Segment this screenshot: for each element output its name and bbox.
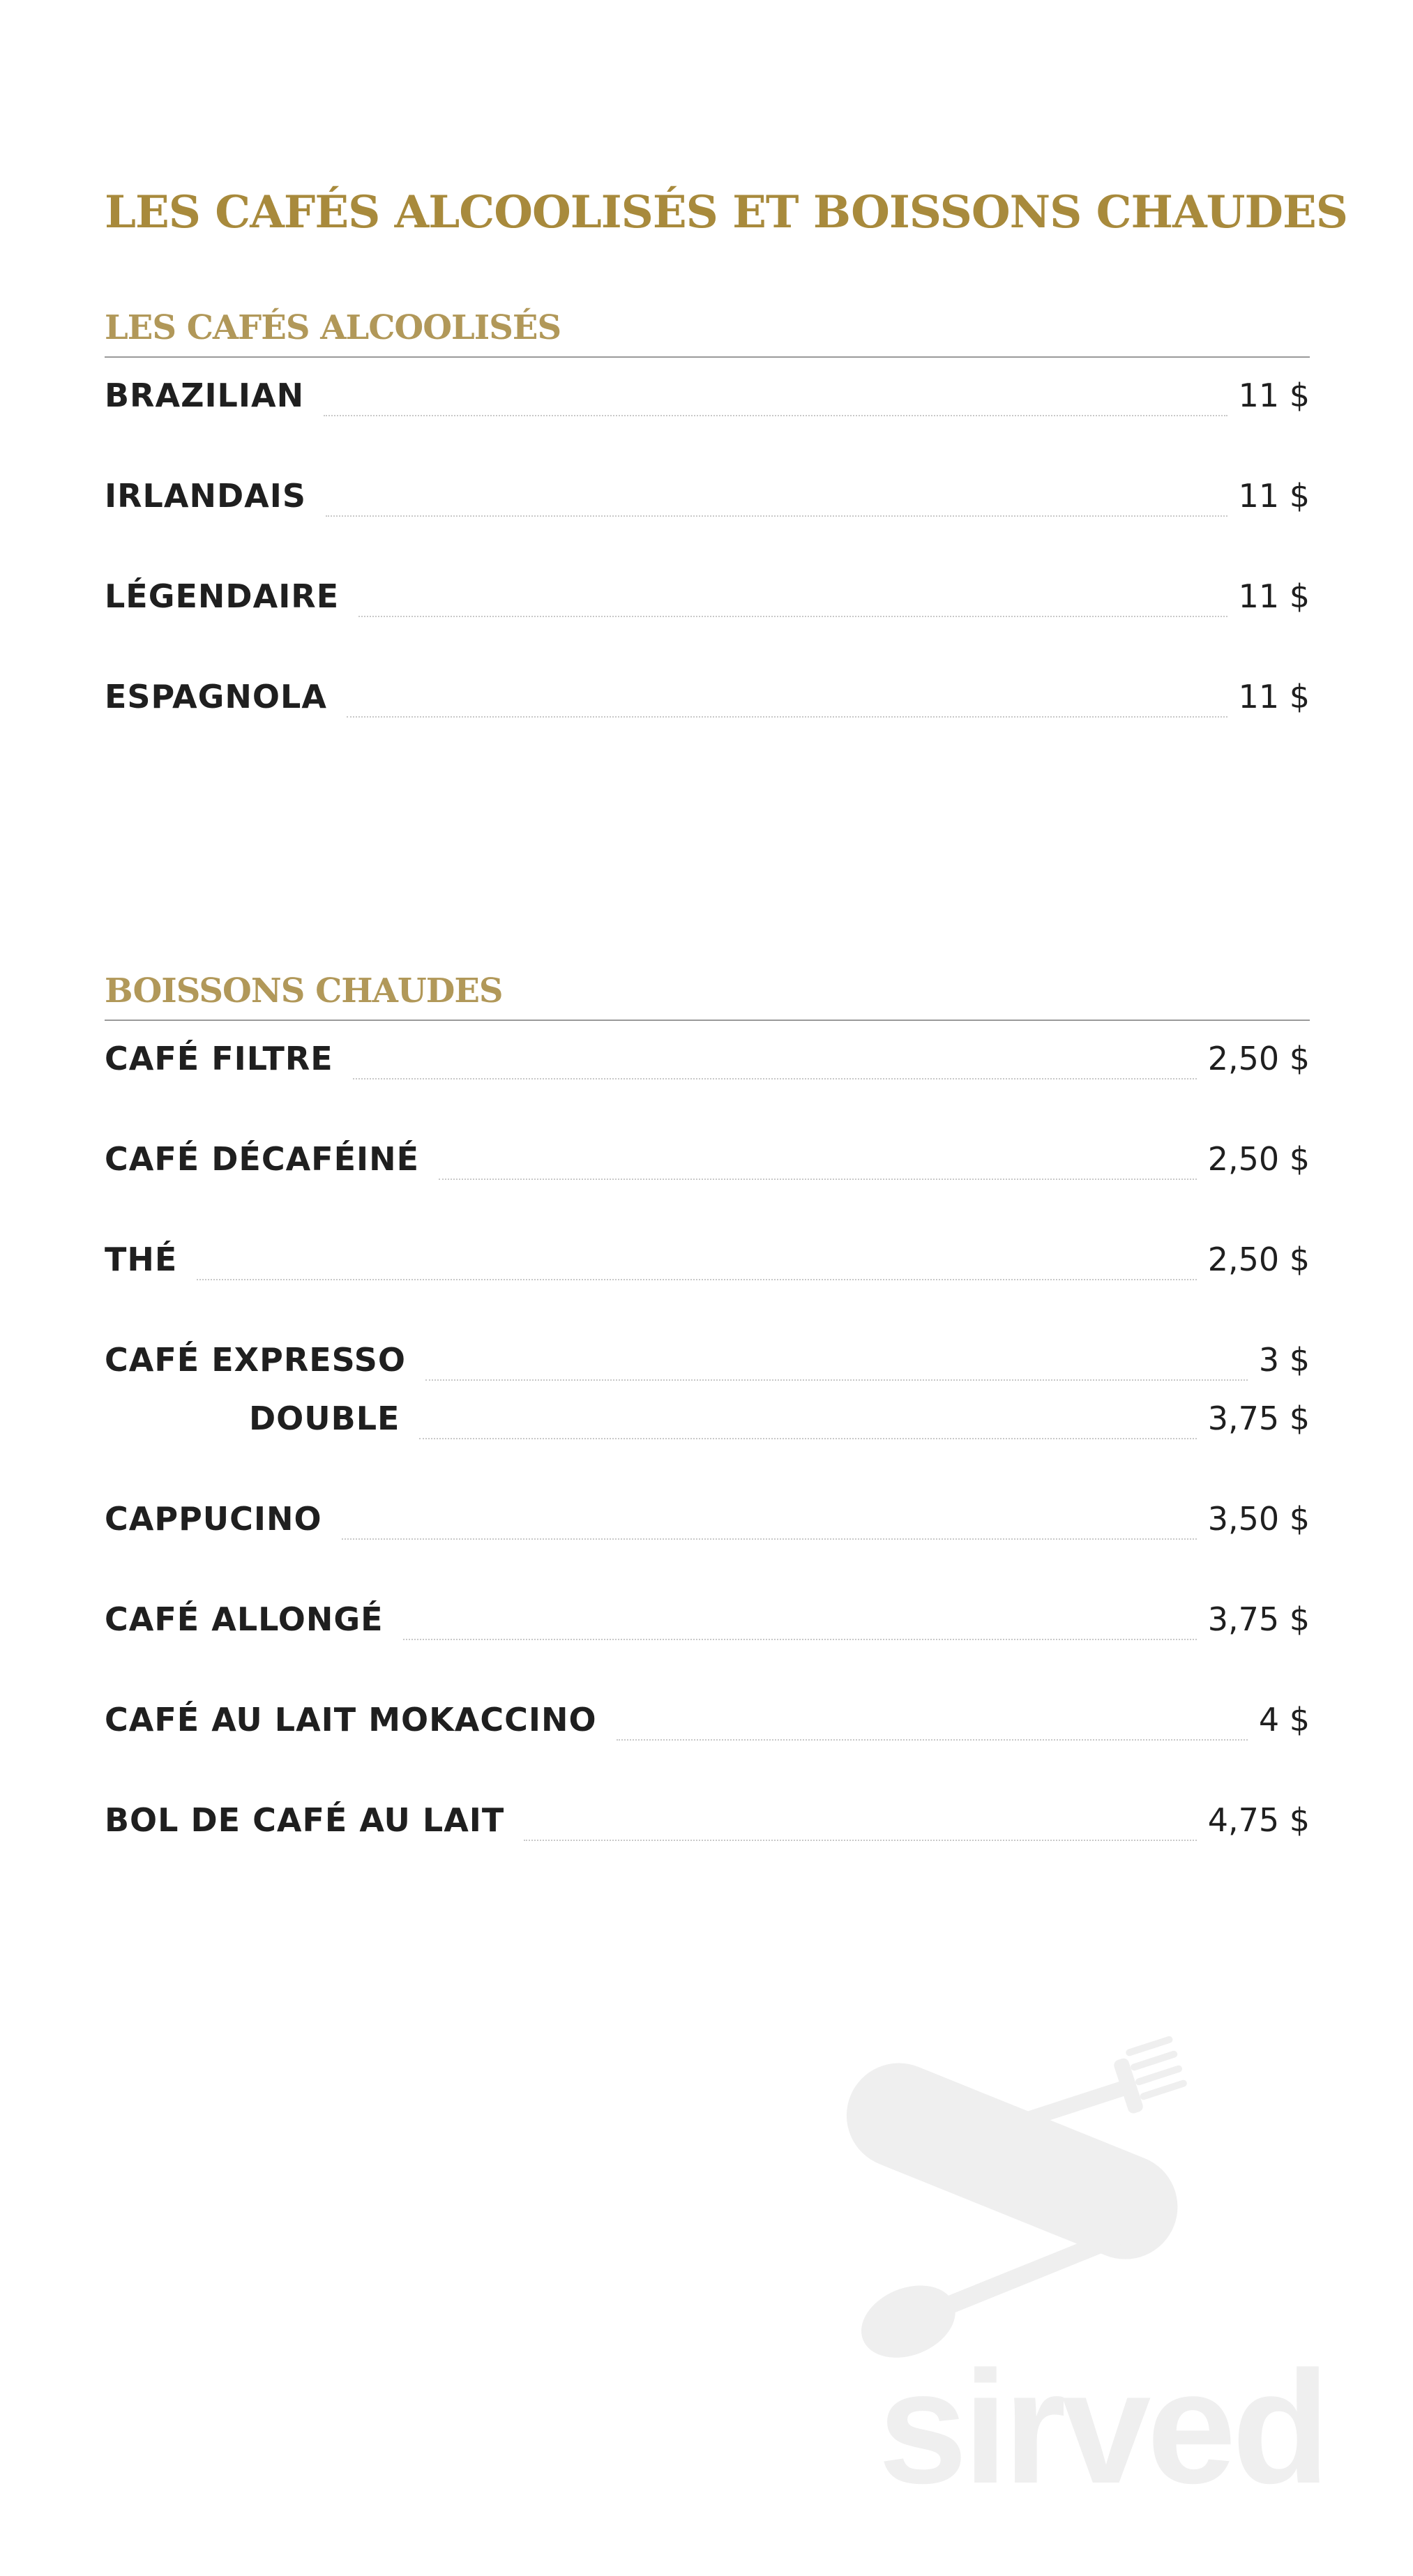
page-title: LES CAFÉS ALCOOLISÉS ET BOISSONS CHAUDES xyxy=(105,186,1347,238)
dotted-leader xyxy=(524,1840,1196,1841)
menu-item-cafe-decafeine xyxy=(105,1131,1310,1187)
item-name: CAFÉ EXPRESSO xyxy=(105,1341,406,1379)
item-name: BRAZILIAN xyxy=(105,377,305,414)
section-divider xyxy=(105,356,1310,358)
dotted-leader xyxy=(324,415,1227,416)
menu-item-expresso-double xyxy=(105,1391,1310,1446)
menu-item-cappucino xyxy=(105,1491,1310,1547)
dotted-leader xyxy=(358,616,1227,617)
dotted-leader xyxy=(353,1078,1197,1079)
item-name: BOL DE CAFÉ AU LAIT xyxy=(105,1801,505,1839)
item-price: 4 $ xyxy=(1258,1701,1310,1738)
dotted-leader xyxy=(419,1438,1196,1439)
item-price: 3,75 $ xyxy=(1207,1400,1310,1437)
menu-item-espagnola xyxy=(105,669,1310,725)
item-price: 11 $ xyxy=(1238,678,1310,715)
item-name: CAFÉ DÉCAFÉINÉ xyxy=(105,1140,420,1178)
section-divider xyxy=(105,1020,1310,1021)
svg-text:sirved: sirved xyxy=(878,2338,1326,2517)
dotted-leader xyxy=(617,1739,1248,1741)
dotted-leader xyxy=(403,1639,1197,1640)
menu-item-legendaire xyxy=(105,568,1310,624)
dotted-leader xyxy=(326,515,1227,517)
item-name: CAFÉ ALLONGÉ xyxy=(105,1600,384,1638)
item-name: CAFÉ FILTRE xyxy=(105,1040,333,1077)
menu-item-cafe-au-lait-mokaccino xyxy=(105,1692,1310,1748)
sirved-watermark xyxy=(823,2022,1381,2524)
item-price: 3,75 $ xyxy=(1207,1600,1310,1638)
section-heading: BOISSONS CHAUDES xyxy=(105,971,503,1010)
dotted-leader xyxy=(347,716,1227,718)
item-price: 3,50 $ xyxy=(1207,1500,1310,1538)
section-boissons-chaudes xyxy=(105,967,1310,1839)
item-price: 2,50 $ xyxy=(1207,1241,1310,1278)
item-price: 11 $ xyxy=(1238,477,1310,515)
menu-item-cafe-allonge xyxy=(105,1591,1310,1647)
menu-item-the xyxy=(105,1232,1310,1287)
item-name: CAPPUCINO xyxy=(105,1500,322,1538)
menu-item-cafe-expresso xyxy=(105,1332,1310,1388)
item-price: 11 $ xyxy=(1238,577,1310,615)
dotted-leader xyxy=(425,1379,1248,1381)
utensils-knife-icon xyxy=(823,2022,1381,2524)
section-cafes-alcoolises xyxy=(105,303,1310,715)
item-name: DOUBLE xyxy=(249,1400,400,1437)
item-name: ESPAGNOLA xyxy=(105,678,327,715)
dotted-leader xyxy=(197,1279,1196,1280)
section-heading: LES CAFÉS ALCOOLISÉS xyxy=(105,308,561,347)
item-price: 11 $ xyxy=(1238,377,1310,414)
menu-item-irlandais xyxy=(105,468,1310,524)
menu-item-cafe-filtre xyxy=(105,1031,1310,1086)
item-price: 4,75 $ xyxy=(1207,1801,1310,1839)
dotted-leader xyxy=(439,1179,1197,1180)
item-name: THÉ xyxy=(105,1241,178,1278)
item-price: 3 $ xyxy=(1258,1341,1310,1379)
item-price: 2,50 $ xyxy=(1207,1140,1310,1178)
item-name: IRLANDAIS xyxy=(105,477,306,515)
menu-item-bol-de-cafe-au-lait xyxy=(105,1792,1310,1848)
menu-item-brazilian xyxy=(105,368,1310,423)
item-name: CAFÉ AU LAIT MOKACCINO xyxy=(105,1701,597,1738)
dotted-leader xyxy=(342,1538,1197,1540)
item-name: LÉGENDAIRE xyxy=(105,577,340,615)
item-price: 2,50 $ xyxy=(1207,1040,1310,1077)
